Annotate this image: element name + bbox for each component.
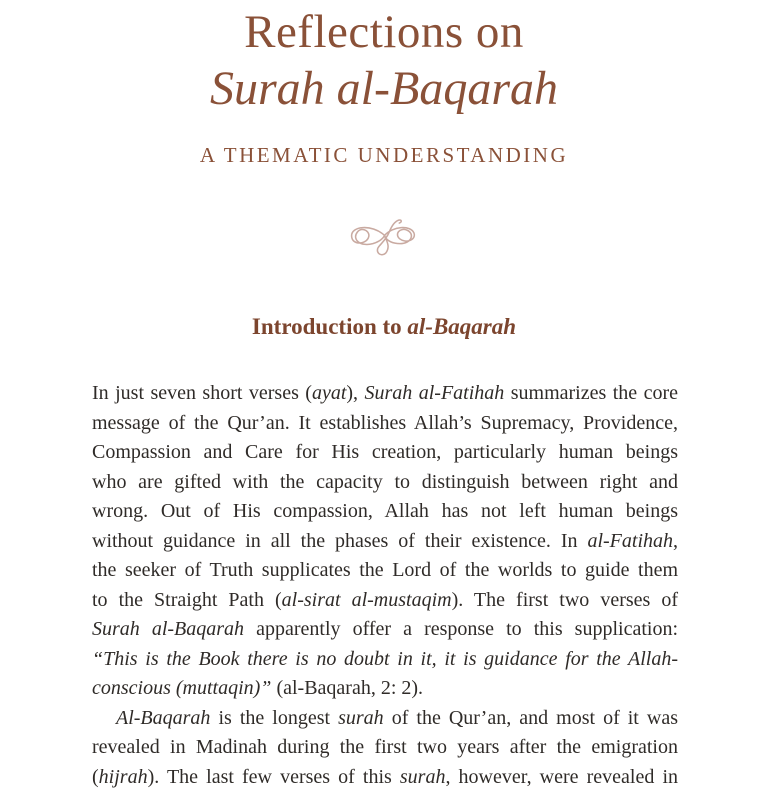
paragraph bbox=[92, 379, 678, 704]
text-line: message of the Qur’an. It establishes Allah’s Supremacy, Providence, bbox=[92, 409, 678, 439]
text-line: Al-Baqarah is the longest surah of the Qur’an, and most of it was bbox=[92, 704, 678, 734]
text-line: the seeker of Truth supplicates the Lord of the worlds to guide them bbox=[92, 556, 678, 586]
text-line: Compassion and Care for His creation, particularly human beings bbox=[92, 438, 678, 468]
text-line: (hijrah). The last few verses of this surah, however, were revealed in bbox=[92, 763, 678, 792]
text-line: In just seven short verses (ayat), Surah al-Fatihah summarizes the core bbox=[92, 379, 678, 409]
text-line: who are gifted with the capacity to distinguish between right and bbox=[92, 468, 678, 498]
title-line-2: Surah al-Baqarah bbox=[0, 60, 768, 118]
text-line: wrong. Out of His compassion, Allah has not left human beings bbox=[92, 497, 678, 527]
book-subtitle: A THEMATIC UNDERSTANDING bbox=[0, 143, 768, 168]
text-line: to the Straight Path (al-sirat al-mustaqim). The first two verses of bbox=[92, 586, 678, 616]
ornament bbox=[0, 208, 768, 269]
text-line: Surah al-Baqarah apparently offer a response to this supplication: bbox=[92, 615, 678, 645]
text-line: “This is the Book there is no doubt in it, it is guidance for the Allah- bbox=[92, 645, 678, 675]
section-heading: Introduction to al-Baqarah bbox=[0, 314, 768, 340]
text-line: revealed in Madinah during the first two years after the emigration bbox=[92, 733, 678, 763]
calligraphic-flourish-icon bbox=[334, 208, 434, 264]
title-line-1: Reflections on bbox=[0, 4, 768, 60]
text-line: conscious (muttaqin)” (al-Baqarah, 2: 2). bbox=[92, 674, 678, 704]
paragraph bbox=[92, 704, 678, 792]
body-text bbox=[92, 379, 678, 792]
text-line: without guidance in all the phases of their existence. In al-Fatihah, bbox=[92, 527, 678, 557]
book-title bbox=[0, 4, 768, 118]
